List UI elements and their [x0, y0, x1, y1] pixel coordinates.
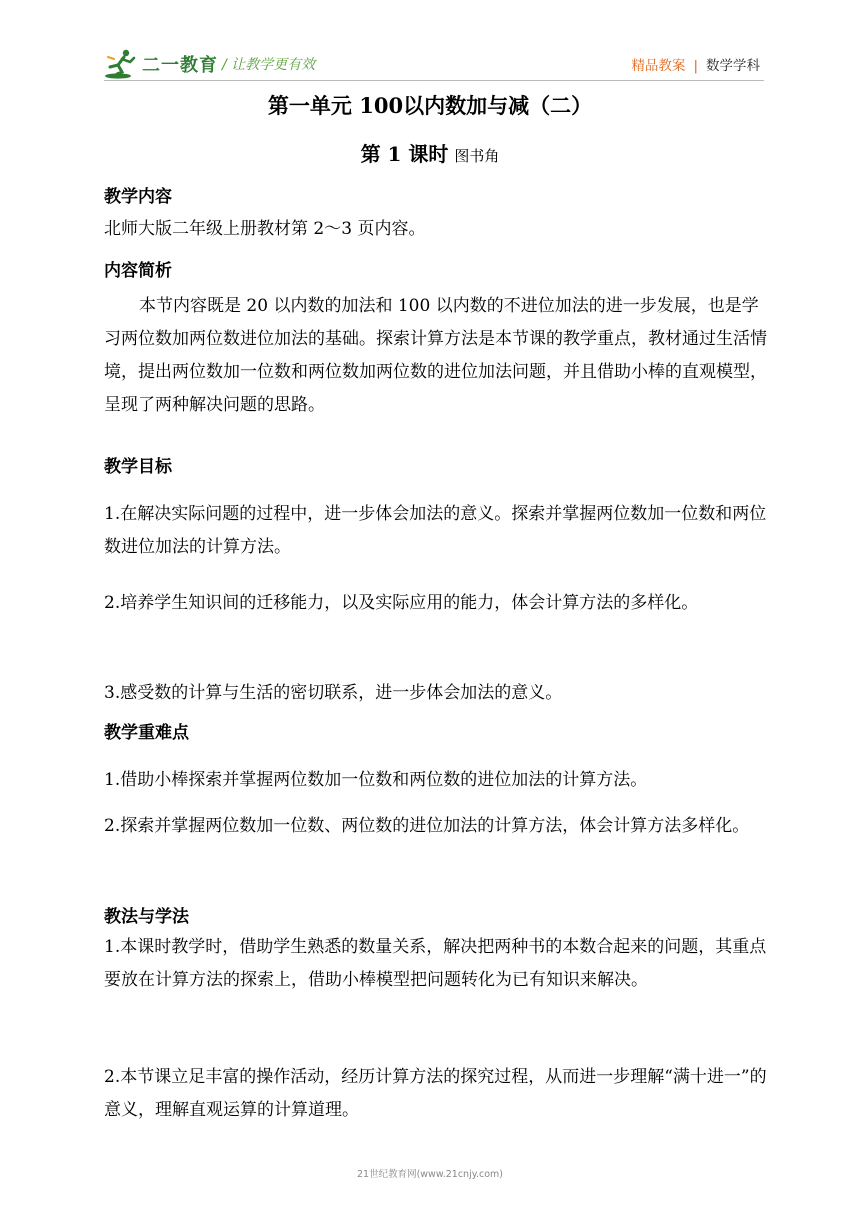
document-title: 第一单元 100以内数加与减（二）: [267, 93, 593, 118]
goal-item: 1.在解决实际问题的过程中，进一步体会加法的意义。探索并掌握两位数加一位数和两位数进位加法的计算方法。: [104, 504, 767, 557]
section-heading-key-points: 教学重难点: [104, 723, 189, 743]
brand-slogan: / 让教学更有效: [222, 57, 316, 73]
section-heading-content: 教学内容: [104, 187, 172, 207]
key-point-item: 1.借助小棒探索并掌握两位数加一位数和两位数的进位加法的计算方法。: [104, 770, 648, 790]
page-header: [0, 0, 860, 86]
header-divider: [104, 80, 764, 81]
header-label-premium: 精品教案: [631, 58, 686, 74]
lesson-topic: 图书角: [454, 147, 500, 165]
header-label-subject: 数学学科: [706, 58, 760, 74]
goal-item: 3.感受数的计算与生活的密切联系，进一步体会加法的意义。: [104, 683, 563, 703]
brand-logo: [104, 44, 218, 84]
lesson-number: 第 1 课时: [360, 142, 449, 166]
header-separator: |: [693, 58, 698, 74]
header-labels: [631, 54, 760, 74]
analysis-text: 本节内容既是 20 以内数的加法和 100 以内数的不进位加法的进一步发展，也是学习两位数加两位数进位加法的基础。探索计算方法是本节课的教学重点，教材通过生活情境，提出两位数加一位数和两位数加两位数的进位加法问题，并且借助小棒的直观模型，呈现了两种解决问题的思路。: [104, 296, 767, 415]
section-heading-methods: 教法与学法: [104, 907, 189, 927]
method-item: 2.本节课立足丰富的操作活动，经历计算方法的探究过程，从而进一步理解“满十进一”的意义，理解直观运算的计算道理。: [104, 1067, 767, 1120]
method-item: 1.本课时教学时，借助学生熟悉的数量关系，解决把两种书的本数合起来的问题，其重点要放在计算方法的探索上，借助小棒模型把问题转化为已有知识来解决。: [104, 937, 767, 990]
runner-logo-icon: [104, 47, 140, 81]
lesson-subtitle: [0, 138, 860, 167]
brand-name: 二一教育: [142, 55, 218, 76]
key-point-item: 2.探索并掌握两位数加一位数、两位数的进位加法的计算方法，体会计算方法多样化。: [104, 816, 750, 836]
section-heading-analysis: 内容简析: [104, 261, 172, 281]
content-text: 北师大版二年级上册教材第 2～3 页内容。: [104, 219, 426, 239]
goal-item: 2.培养学生知识间的迁移能力，以及实际应用的能力，体会计算方法的多样化。: [104, 593, 699, 613]
page-footer: 21世纪教育网(www.21cnjy.com): [356, 1169, 503, 1180]
section-heading-goals: 教学目标: [104, 457, 172, 477]
